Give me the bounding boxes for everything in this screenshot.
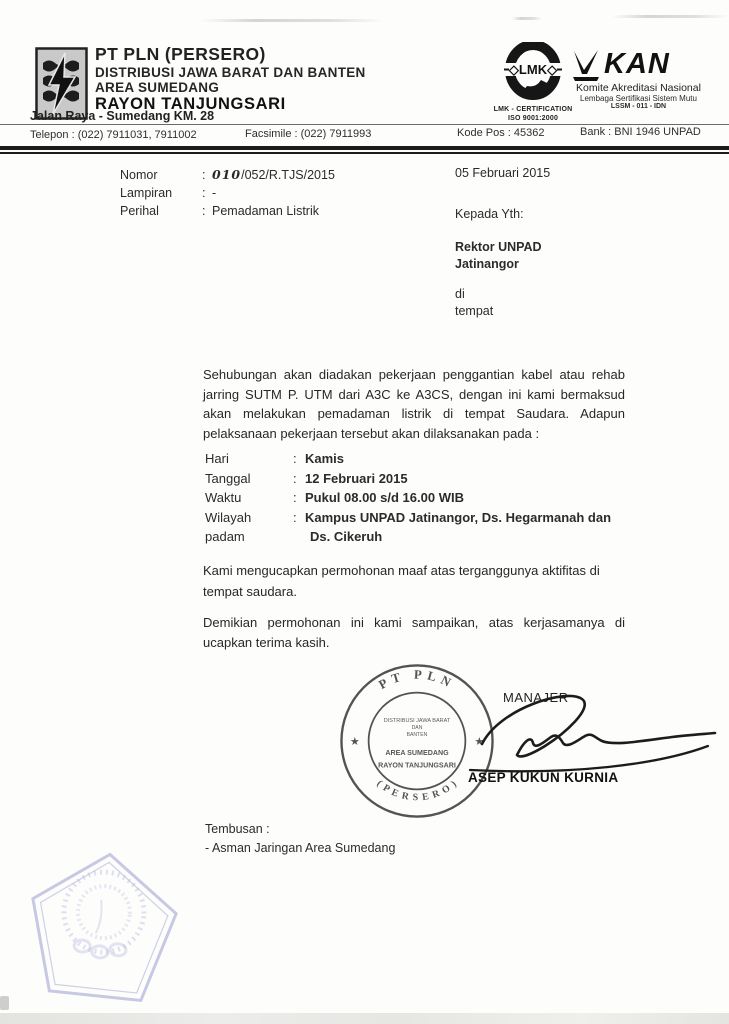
lampiran-value: - xyxy=(212,186,217,200)
scan-artifact xyxy=(512,17,542,20)
nomor-label: Nomor xyxy=(120,168,158,182)
hari-label: Hari xyxy=(205,451,229,466)
wilayah-value-line2: Ds. Cikeruh xyxy=(310,529,383,544)
company-rayon: RAYON TANJUNGSARI xyxy=(95,95,286,113)
stamp-arc-bottom: ( P E R S E R O ) xyxy=(374,778,460,804)
scan-artifact xyxy=(612,15,729,18)
svg-text:( P E R S E R O ) xyxy=(374,778,459,803)
schedule-row-waktu xyxy=(205,488,635,508)
letter-date: 05 Februari 2015 xyxy=(455,166,551,180)
outage-schedule xyxy=(205,449,635,547)
kan-line1: Komite Akreditasi Nasional xyxy=(576,82,701,94)
scan-artifact xyxy=(0,996,9,1010)
meta-row-lampiran xyxy=(120,184,335,202)
perihal-colon: : xyxy=(202,204,206,218)
stamp-center-line2: DAN xyxy=(411,725,423,732)
letterhead-address: Jalan Raya - Sumedang KM. 28 xyxy=(30,109,215,123)
header-rule-thick2 xyxy=(0,152,729,154)
signer-title: MANAJER xyxy=(503,690,569,705)
blue-pentagon-stamp xyxy=(22,850,182,1015)
recipient-di: di xyxy=(455,287,465,301)
schedule-row-hari xyxy=(205,449,635,469)
wilayah-colon: : xyxy=(293,509,297,525)
perihal-label: Perihal xyxy=(120,204,159,218)
kan-line3: LSSM - 011 - IDN xyxy=(610,103,667,110)
recipient-city: Jatinangor xyxy=(455,257,519,271)
letter-meta xyxy=(120,166,335,220)
stamp-center-line1: DISTRIBUSI JAWA BARAT xyxy=(383,718,451,725)
waktu-colon: : xyxy=(293,490,297,505)
kan-line2: Lembaga Sertifikasi Sistem Mutu xyxy=(580,94,697,103)
tembusan-item: - Asman Jaringan Area Sumedang xyxy=(205,841,396,855)
stamp-arc-top: PT PLN xyxy=(376,667,458,693)
recipient-salutation: Kepada Yth: xyxy=(455,207,524,221)
tanggal-colon: : xyxy=(293,470,297,486)
lmk-band-label: ◇LMK◇ xyxy=(508,62,558,77)
scan-artifact xyxy=(0,1013,729,1024)
body-paragraph-3: Demikian permohonan ini kami sampaikan, atas kerjasamanya di ucapkan terima kasih. xyxy=(203,615,625,650)
letterhead-bank: Bank : BNI 1946 UNPAD xyxy=(580,126,701,138)
recipient-block xyxy=(455,239,542,273)
tanggal-label: Tanggal xyxy=(205,470,251,486)
hari-colon: : xyxy=(293,451,297,466)
header-rule-thick xyxy=(0,146,729,150)
body-paragraph-2: Kami mengucapkan permohonan maaf atas terganggunya aktifitas di tempat saudara. xyxy=(203,563,600,599)
tembusan-block xyxy=(205,820,395,858)
recipient-place xyxy=(455,286,493,320)
nomor-colon: : xyxy=(202,168,206,182)
nomor-handwritten: 010 xyxy=(212,167,242,182)
waktu-value: Pukul 08.00 s/d 16.00 WIB xyxy=(305,490,464,505)
recipient-tempat: tempat xyxy=(455,304,494,318)
stamp-center-line5: RAYON TANJUNGSARI xyxy=(378,761,456,770)
letterhead-phone: Telepon : (022) 7911031, 7911002 xyxy=(30,129,197,141)
lmk-cert-line1: LMK - CERTIFICATION xyxy=(493,106,573,113)
company-name: PT PLN (PERSERO) xyxy=(95,44,266,64)
stamp-center-line3: BANTEN xyxy=(406,732,428,739)
recipient-name: Rektor UNPAD xyxy=(455,240,542,254)
wilayah-label: Wilayah padam xyxy=(205,509,252,544)
wilayah-value-line1: Kampus UNPAD Jatinangor, Ds. Hegarmanah dan xyxy=(305,509,612,525)
stamp-star-left-icon: ★ xyxy=(349,735,360,748)
waktu-label: Waktu xyxy=(205,490,242,505)
letterhead-postal: Kode Pos : 45362 xyxy=(457,127,545,139)
lampiran-label: Lampiran xyxy=(120,186,173,200)
stamp-star-right-icon: ★ xyxy=(474,735,485,748)
perihal-value: Pemadaman Listrik xyxy=(212,204,319,218)
tanggal-value: 12 Februari 2015 xyxy=(305,470,408,486)
lmk-cert-text xyxy=(488,105,578,124)
letterhead-fax: Facsimile : (022) 7911993 xyxy=(245,128,372,140)
lmk-cert-line2: ISO 9001:2000 xyxy=(507,115,559,123)
company-division: DISTRIBUSI JAWA BARAT DAN BANTEN xyxy=(95,65,366,80)
nomor-printed: /052/R.TJS/2015 xyxy=(241,168,335,182)
header-rule-thin xyxy=(0,124,729,125)
scan-artifact xyxy=(200,19,385,22)
meta-row-nomor xyxy=(120,166,335,184)
company-area: AREA SUMEDANG xyxy=(95,80,220,95)
body-paragraph-1: Sehubungan akan diadakan pekerjaan penggantian kabel atau rehab jarring SUTM P. UTM dari A3C ke A3CS, dengan ini kami bermaksud akan melakukan pemadaman listrik di tempat Saudara. Adapun pelaksanaan pekerjaan tersebut akan dilaksanakan pada : xyxy=(203,367,625,441)
schedule-row-tanggal xyxy=(205,469,635,489)
lampiran-colon: : xyxy=(202,186,206,200)
kan-name: KAN xyxy=(604,48,670,80)
stamp-center-line4: AREA SUMEDANG xyxy=(385,748,449,757)
signer-name: ASEP KUKUN KURNIA xyxy=(468,770,619,785)
tembusan-label: Tembusan : xyxy=(205,822,270,836)
schedule-row-wilayah xyxy=(205,508,635,547)
kan-text-block xyxy=(566,82,711,110)
meta-row-perihal xyxy=(120,202,335,220)
hari-value: Kamis xyxy=(305,451,345,466)
letterhead-company-block xyxy=(95,44,366,114)
lmk-logo-icon xyxy=(503,42,563,109)
